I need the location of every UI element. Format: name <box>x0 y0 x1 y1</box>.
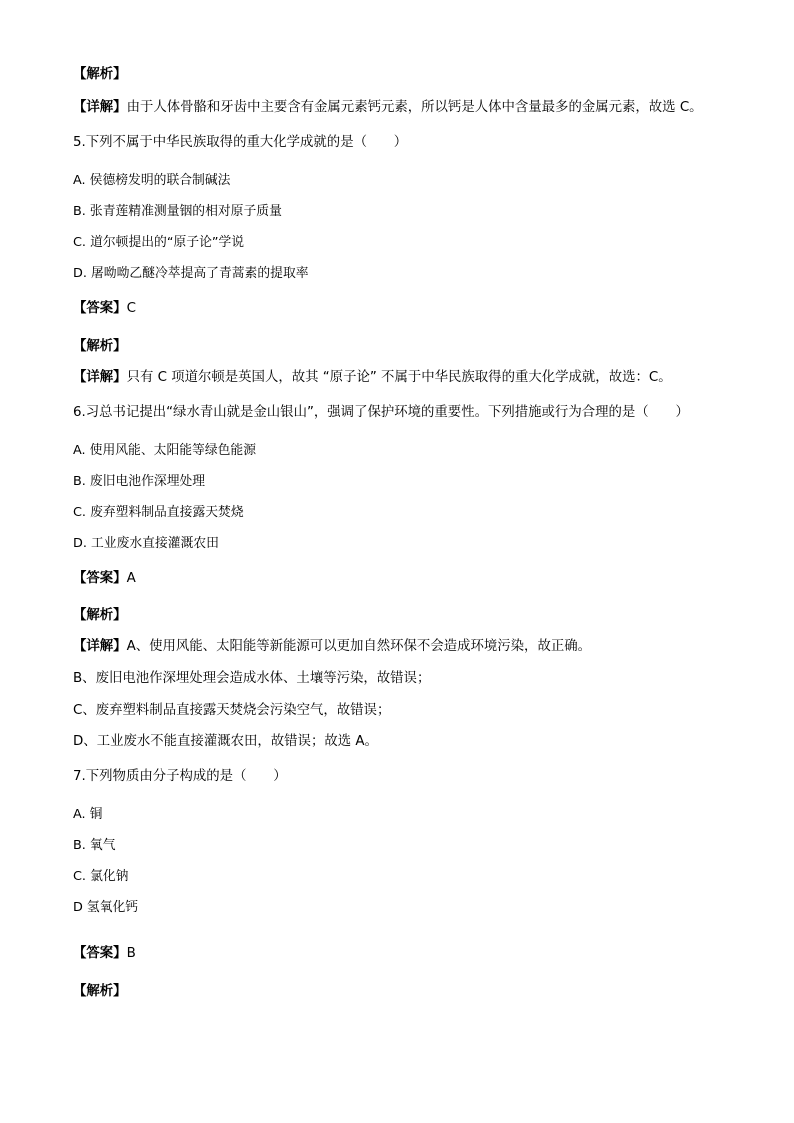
analysis-tag: 【解析】 <box>73 339 127 354</box>
detail-text: A、使用风能、太阳能等新能源可以更加自然环保不会造成环境污染，故正确。 <box>126 639 592 654</box>
q5-option-a: A. 侯德榜发明的联合制碱法 <box>73 173 231 188</box>
q6-option-b: B. 废旧电池作深埋处理 <box>73 474 206 489</box>
q7-option-c: C. 氯化钠 <box>73 869 129 884</box>
q6-stem: 6.习总书记提出“绿水青山就是金山银山”，强调了保护环境的重要性。下列措施或行为合理的是（ ） <box>73 405 689 420</box>
answer-tag: 【答案】 <box>73 301 127 316</box>
q6-option-a: A. 使用风能、太阳能等绿色能源 <box>73 443 257 458</box>
q6-detail <box>73 638 591 656</box>
answer-tag: 【答案】 <box>73 946 127 961</box>
answer-value: C <box>126 301 136 316</box>
q5-option-d: D. 屠呦呦乙醚冷萃提高了青蒿素的提取率 <box>73 266 309 281</box>
q5-detail <box>73 369 672 387</box>
q7-analysis-heading <box>73 983 127 1001</box>
detail-text: 只有 C 项道尔顿是英国人，故其 “原子论” 不属于中华民族取得的重大化学成就，故选：C。 <box>126 370 672 385</box>
q5-analysis-heading <box>73 338 127 356</box>
q6-analysis-heading <box>73 607 127 625</box>
q5-answer <box>73 300 136 318</box>
q6-option-d: D. 工业废水直接灌溉农田 <box>73 536 219 551</box>
q6-answer <box>73 570 136 588</box>
q6-detail-line-b: B、废旧电池作深埋处理会造成水体、土壤等污染，故错误； <box>73 671 431 686</box>
q6-detail-line-d: D、工业废水不能直接灌溉农田，故错误；故选 A。 <box>73 734 378 749</box>
answer-value: A <box>126 571 136 586</box>
q4-analysis-heading <box>73 66 127 84</box>
q7-answer <box>73 945 136 963</box>
q7-stem: 7.下列物质由分子构成的是（ ） <box>73 769 287 784</box>
q7-option-d: D 氢氧化钙 <box>73 900 139 915</box>
analysis-tag: 【解析】 <box>73 67 127 82</box>
q5-option-b: B. 张青莲精准测量铟的相对原子质量 <box>73 204 282 219</box>
answer-tag: 【答案】 <box>73 571 127 586</box>
detail-text: 由于人体骨骼和牙齿中主要含有金属元素钙元素，所以钙是人体中含量最多的金属元素，故选 C。 <box>126 100 703 115</box>
detail-tag: 【详解】 <box>73 639 127 654</box>
analysis-tag: 【解析】 <box>73 608 127 623</box>
q5-stem: 5.下列不属于中华民族取得的重大化学成就的是（ ） <box>73 135 408 150</box>
q7-option-a: A. 铜 <box>73 807 103 822</box>
detail-tag: 【详解】 <box>73 100 127 115</box>
q4-detail <box>73 99 703 117</box>
detail-tag: 【详解】 <box>73 370 127 385</box>
q7-option-b: B. 氧气 <box>73 838 116 853</box>
answer-value: B <box>126 946 136 961</box>
q6-option-c: C. 废弃塑料制品直接露天焚烧 <box>73 505 244 520</box>
analysis-tag: 【解析】 <box>73 984 127 999</box>
q5-option-c: C. 道尔顿提出的“原子论”学说 <box>73 235 245 250</box>
q6-detail-line-c: C、废弃塑料制品直接露天焚烧会污染空气，故错误； <box>73 703 391 718</box>
